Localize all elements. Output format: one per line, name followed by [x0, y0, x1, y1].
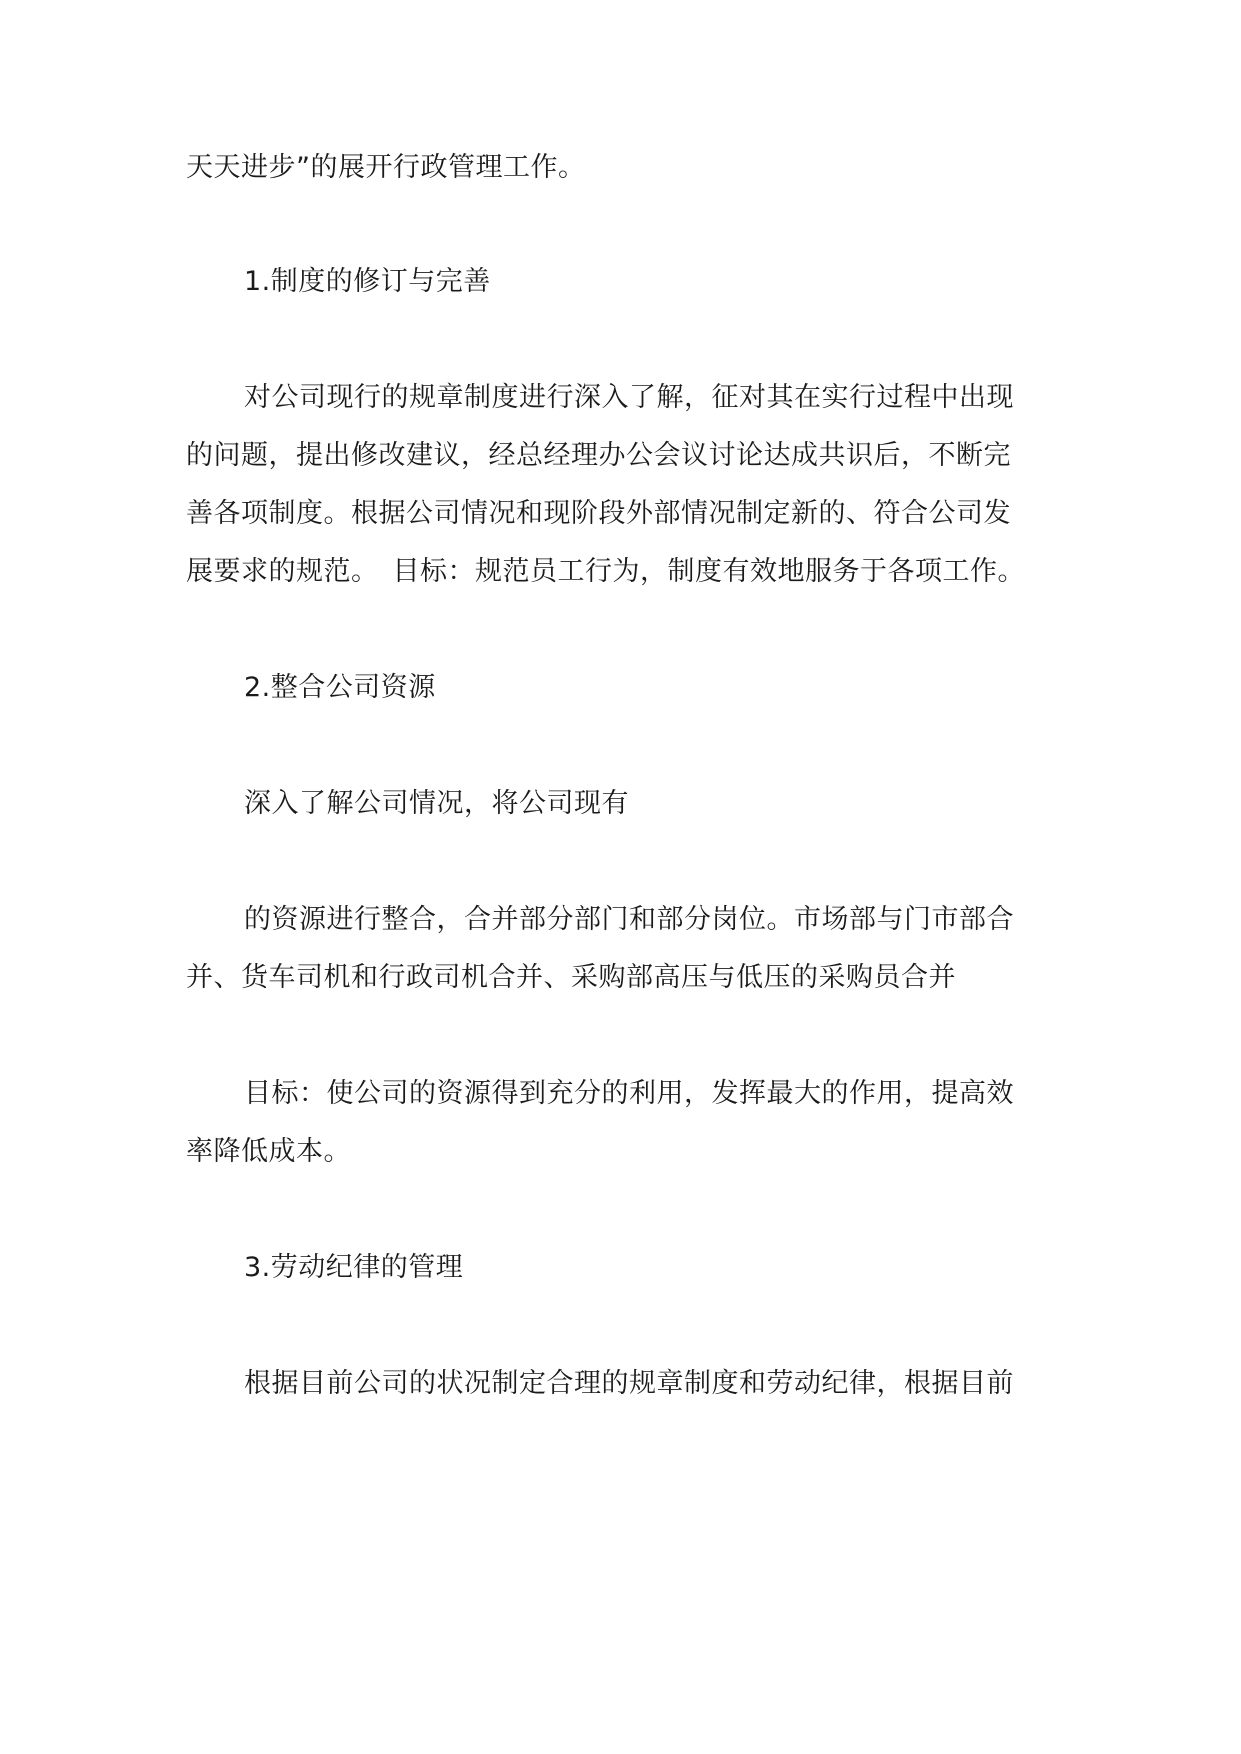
body-text-line: 根据目前公司的状况制定合理的规章制度和劳动纪律，根据目前 [244, 1368, 1014, 1399]
body-text-line: 目标：使公司的资源得到充分的利用，发挥最大的作用，提高效 [244, 1078, 1014, 1109]
body-text-line: 对公司现行的规章制度进行深入了解，征对其在实行过程中出现 [244, 382, 1014, 413]
body-text-line: 天天进步”的展开行政管理工作。 [186, 152, 586, 183]
body-text-line: 善各项制度。根据公司情况和现阶段外部情况制定新的、符合公司发 [186, 498, 1011, 529]
body-text-line: 的资源进行整合，合并部分部门和部分岗位。市场部与门市部合 [244, 904, 1014, 935]
body-text-line: 的问题，提出修改建议，经总经理办公会议讨论达成共识后，不断完 [186, 440, 1011, 471]
body-text-line: 深入了解公司情况，将公司现有 [244, 788, 629, 819]
section-heading-3: 3.劳动纪律的管理 [244, 1252, 464, 1283]
body-text-line: 展要求的规范。 目标：规范员工行为，制度有效地服务于各项工作。 [186, 556, 1025, 587]
section-heading-2: 2.整合公司资源 [244, 672, 436, 703]
body-text-line: 并、货车司机和行政司机合并、采购部高压与低压的采购员合并 [186, 962, 956, 993]
section-heading-1: 1.制度的修订与完善 [244, 266, 491, 297]
body-text-line: 率降低成本。 [186, 1136, 351, 1167]
